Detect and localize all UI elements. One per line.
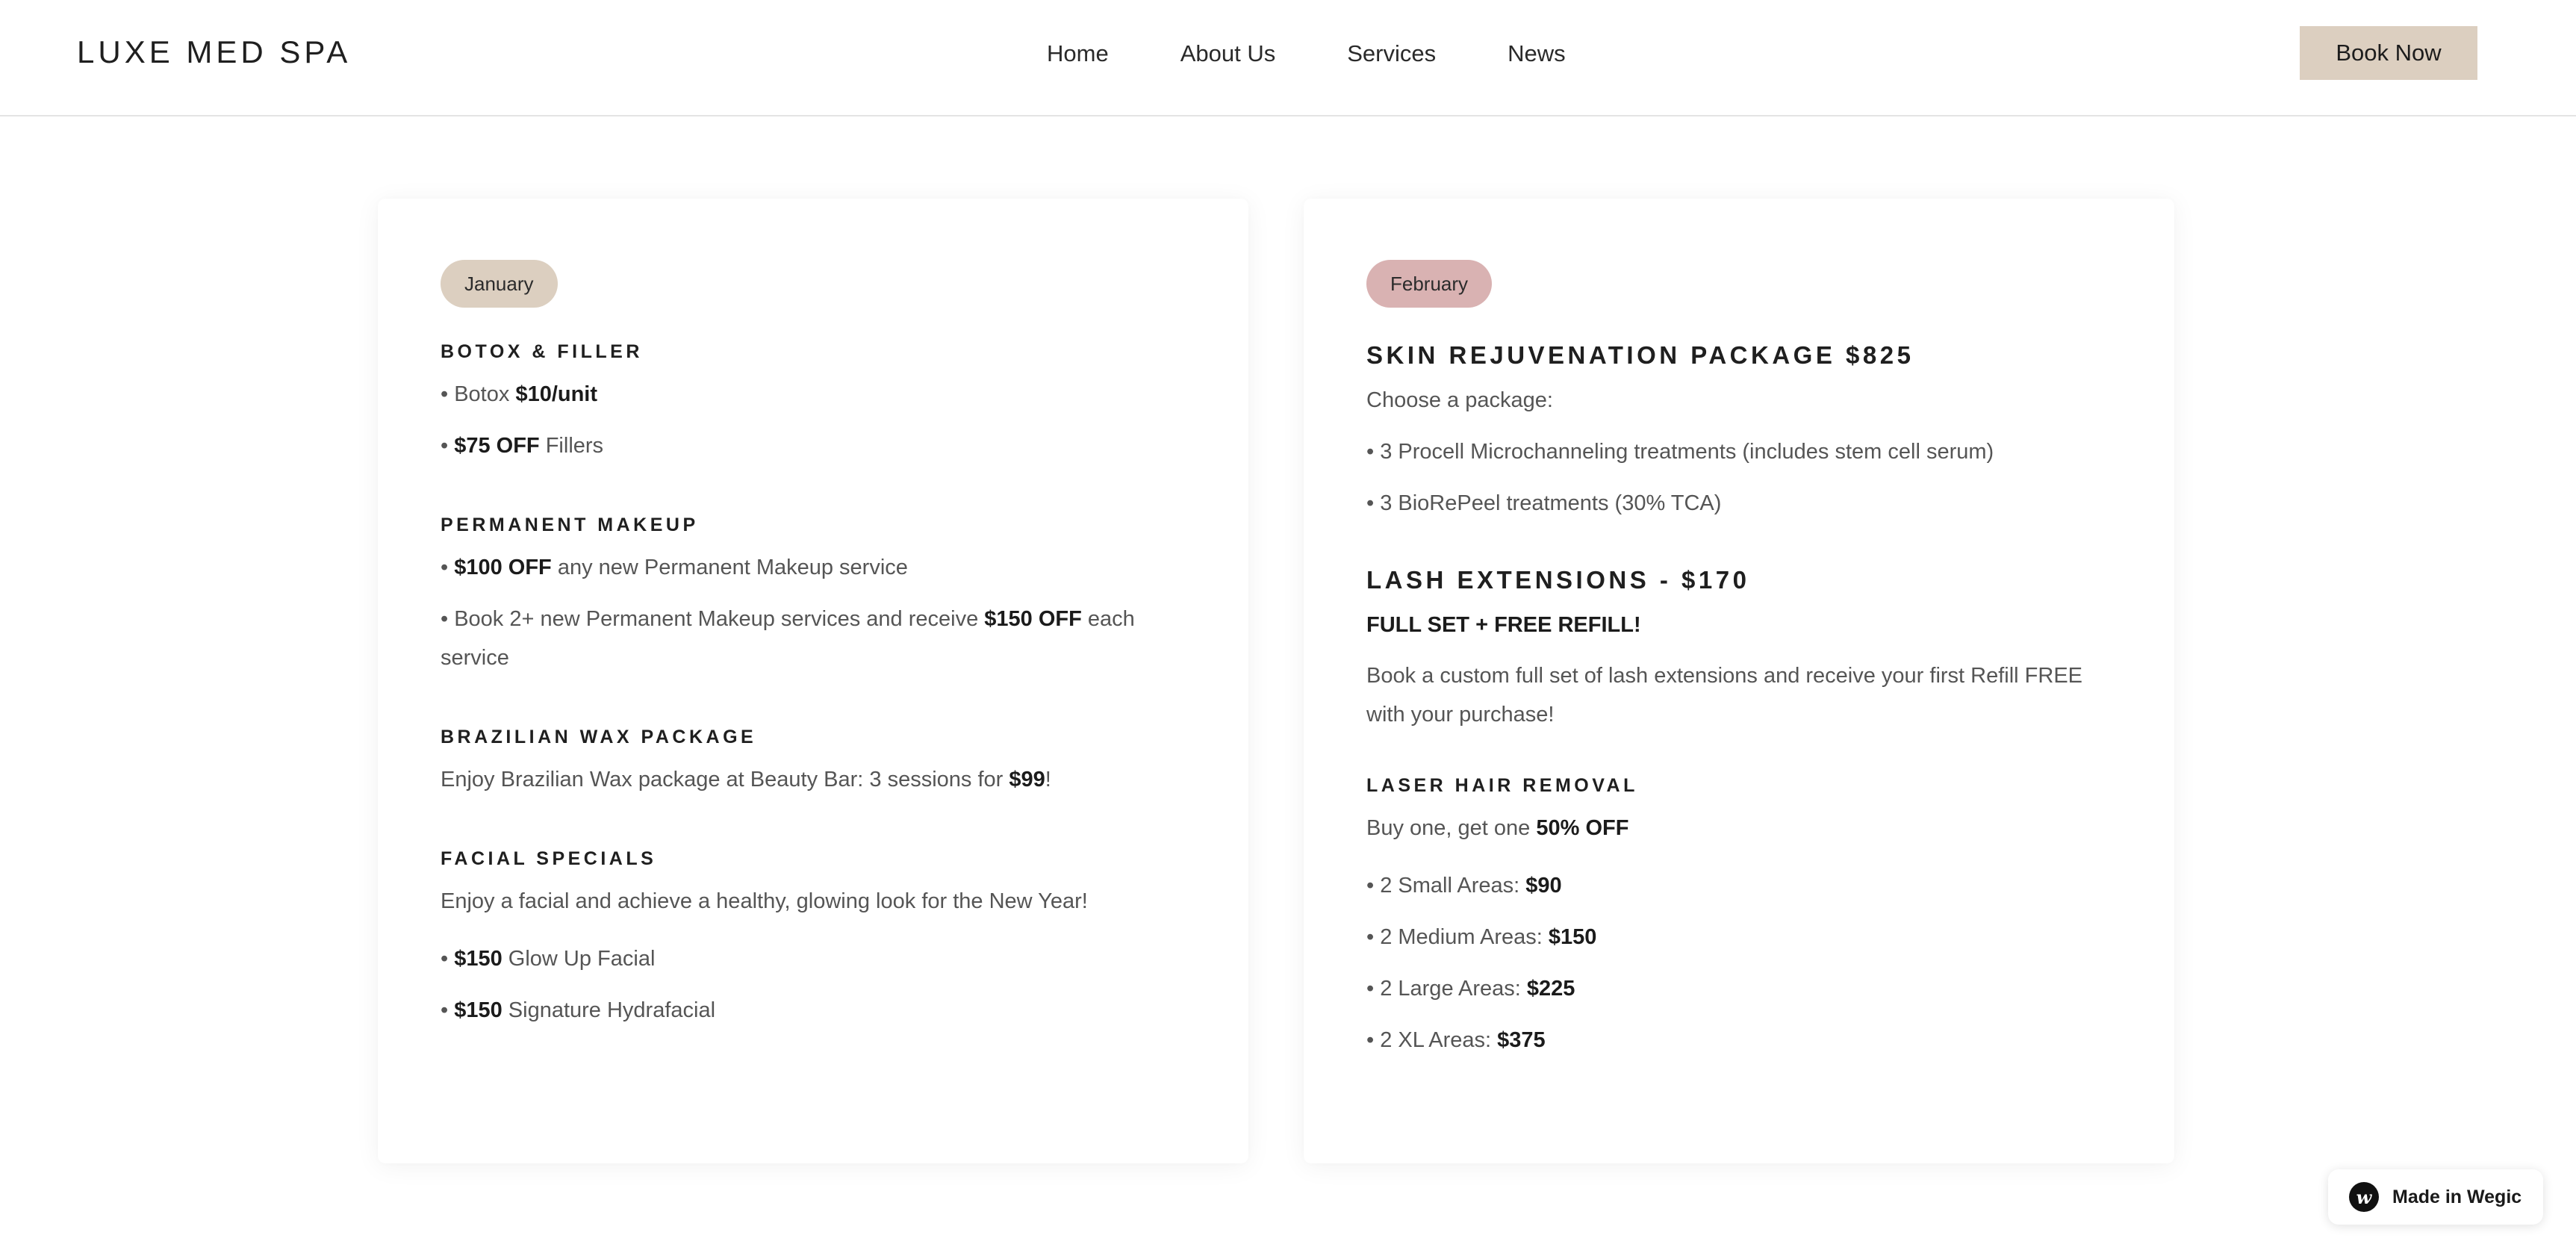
badge-label: Made in Wegic: [2392, 1186, 2522, 1207]
offer-line: [441, 760, 1186, 799]
section-title-permanent-makeup: PERMANENT MAKEUP: [441, 514, 699, 535]
section-subtitle: FULL SET + FREE REFILL!: [1366, 613, 1641, 637]
nav-link-about-us[interactable]: About Us: [1180, 40, 1276, 66]
offer-price: $75 OFF: [454, 434, 540, 458]
price-item-value: $90: [1525, 874, 1562, 898]
price-item-value: $225: [1526, 977, 1575, 1001]
offer-price: $10/unit: [515, 382, 598, 406]
list-item: • 3 Procell Microchanneling treatments (includes stem cell serum): [1366, 440, 1994, 464]
offer-text: • Botox: [441, 382, 516, 406]
offer-line: • $100 OFF any new Permanent Makeup service: [441, 556, 908, 579]
january-specials-card: [378, 199, 1248, 1163]
nav-link-news[interactable]: News: [1508, 40, 1566, 66]
price-item-label: • 2 Medium Areas:: [1366, 925, 1549, 949]
price-item-label: • 2 Small Areas:: [1366, 874, 1526, 898]
offer-text: Buy one, get one: [1366, 816, 1537, 840]
section-title-lash-extensions: LASH EXTENSIONS - $170: [1366, 566, 1750, 594]
february-specials-card: [1304, 199, 2174, 1163]
list-item: • 3 BioRePeel treatments (30% TCA): [1366, 491, 1722, 515]
section-title-laser-hair-removal: LASER HAIR REMOVAL: [1366, 775, 1638, 796]
section-title-text: SKIN REJUVENATION PACKAGE: [1366, 341, 1836, 369]
offer-price: $99: [1009, 768, 1045, 792]
section-title-facial-specials: FACIAL SPECIALS: [441, 848, 657, 869]
month-pill-january: January: [441, 260, 558, 308]
offer-price: $150: [454, 998, 503, 1022]
offer-text: Glow Up Facial: [502, 947, 656, 971]
offer-price: $150: [454, 947, 503, 971]
month-pill-february: February: [1366, 260, 1492, 308]
nav-link-home[interactable]: Home: [1047, 40, 1109, 66]
offer-text: Signature Hydrafacial: [502, 998, 716, 1022]
price-item-large: [1366, 969, 2112, 1008]
price-item-medium: [1366, 918, 2112, 957]
section-description: Book a custom full set of lash extensions and receive your first Refill FREE with your purchase!: [1366, 664, 2083, 727]
offer-text: each service: [441, 607, 1135, 670]
section-title-brazilian-wax: BRAZILIAN WAX PACKAGE: [441, 727, 757, 747]
offer-text: • Book 2+ new Permanent Makeup services and receive: [441, 607, 985, 631]
price-item-label: • 2 Large Areas:: [1366, 977, 1527, 1001]
price-item-xl: [1366, 1021, 2112, 1060]
book-now-button[interactable]: Book Now: [2300, 26, 2477, 80]
offer-line: • $150 Signature Hydrafacial: [441, 998, 716, 1022]
site-header: [0, 0, 2576, 116]
site-logo[interactable]: LUXE MED SPA: [77, 34, 352, 69]
section-title-skin-rejuvenation: [1366, 339, 2112, 372]
offer-price: 50% OFF: [1536, 816, 1629, 840]
main-nav: [1047, 37, 1566, 70]
made-in-wegic-badge[interactable]: [2328, 1169, 2543, 1225]
price-item-value: $375: [1497, 1028, 1546, 1052]
section-title-botox-filler: BOTOX & FILLER: [441, 341, 643, 362]
wegic-logo-icon: w: [2349, 1182, 2379, 1212]
offer-line: • $150 Glow Up Facial: [441, 947, 656, 971]
offer-text: !: [1045, 768, 1051, 792]
price-item-small: [1366, 866, 2112, 905]
offer-line: • $75 OFF Fillers: [441, 434, 604, 458]
offer-text: Enjoy Brazilian Wax package at Beauty Bar: 3 sessions for: [441, 768, 1009, 792]
section-intro: Choose a package:: [1366, 388, 1553, 412]
price-item-label: • 2 XL Areas:: [1366, 1028, 1498, 1052]
offer-line: [441, 600, 1180, 677]
offer-text: any new Permanent Makeup service: [551, 556, 908, 579]
section-intro: [1366, 809, 2112, 848]
section-title-price: $825: [1846, 341, 1914, 369]
section-intro: Enjoy a facial and achieve a healthy, glowing look for the New Year!: [441, 889, 1088, 913]
price-item-value: $150: [1548, 925, 1597, 949]
offer-line: [441, 375, 1186, 414]
offer-text: Fillers: [539, 434, 604, 458]
offer-price: $100 OFF: [454, 556, 552, 579]
nav-link-services[interactable]: Services: [1347, 40, 1437, 66]
offer-price: $150 OFF: [984, 607, 1082, 631]
